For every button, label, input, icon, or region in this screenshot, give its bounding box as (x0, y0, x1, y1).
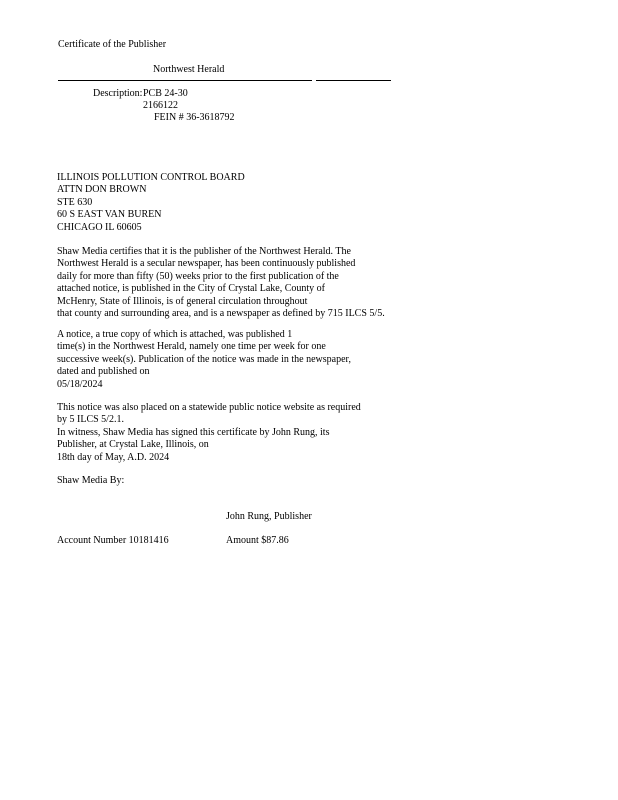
shaw-media-by-label: Shaw Media By: (57, 475, 125, 486)
header-rule-short (316, 80, 391, 81)
newspaper-name: Northwest Herald (153, 64, 225, 75)
paragraph-line: by 5 ILCS 5/2.1. (57, 414, 124, 426)
paragraph-line: attached notice, is published in the City of Crystal Lake, County of (57, 283, 326, 295)
certification-paragraph (57, 246, 385, 320)
description-code: PCB 24-30 (143, 88, 188, 99)
paragraph-line: successive week(s). Publication of the notice was made in the newspaper, (57, 353, 351, 365)
header-rule-long (58, 80, 312, 81)
paragraph-line: that county and surrounding area, and is a newspaper as defined by 715 ILCS 5/5. (57, 308, 385, 320)
paragraph-line: Publisher, at Crystal Lake, Illinois, on (57, 439, 209, 451)
paragraph-line: This notice was also placed on a statewide public notice website as required (57, 402, 361, 413)
witness-paragraph (57, 402, 361, 464)
paragraph-line: daily for more than fifty (50) weeks prior to the first publication of the (57, 270, 339, 282)
witness-date: 18th day of May, A.D. 2024 (57, 451, 170, 463)
certificate-title: Certificate of the Publisher (58, 39, 167, 50)
amount: Amount $87.86 (226, 535, 289, 546)
address-line: ATTN DON BROWN (57, 184, 147, 196)
address-line: ILLINOIS POLLUTION CONTROL BOARD (57, 172, 245, 183)
paragraph-line: Northwest Herald is a secular newspaper, has been continuously published (57, 258, 356, 270)
paragraph-line: McHenry, State of Illinois, is of general circulation throughout (57, 295, 308, 307)
publication-paragraph (57, 329, 351, 391)
account-number: Account Number 10181416 (57, 535, 169, 546)
description-fein: FEIN # 36-3618792 (154, 112, 235, 123)
recipient-address (57, 172, 245, 234)
description-number: 2166122 (143, 100, 178, 111)
paragraph-line: dated and published on (57, 366, 150, 378)
address-line: STE 630 (57, 196, 93, 208)
publication-date: 05/18/2024 (57, 378, 103, 390)
paragraph-line: In witness, Shaw Media has signed this certificate by John Rung, its (57, 426, 330, 438)
paragraph-line: time(s) in the Northwest Herald, namely one time per week for one (57, 341, 326, 353)
address-line: CHICAGO IL 60605 (57, 221, 142, 233)
paragraph-line: Shaw Media certifies that it is the publisher of the Northwest Herald. The (57, 246, 351, 257)
paragraph-line: A notice, a true copy of which is attached, was published 1 (57, 329, 293, 340)
address-line: 60 S EAST VAN BUREN (57, 209, 162, 221)
signer-name: John Rung, Publisher (226, 511, 312, 522)
description-label: Description: (93, 88, 143, 99)
